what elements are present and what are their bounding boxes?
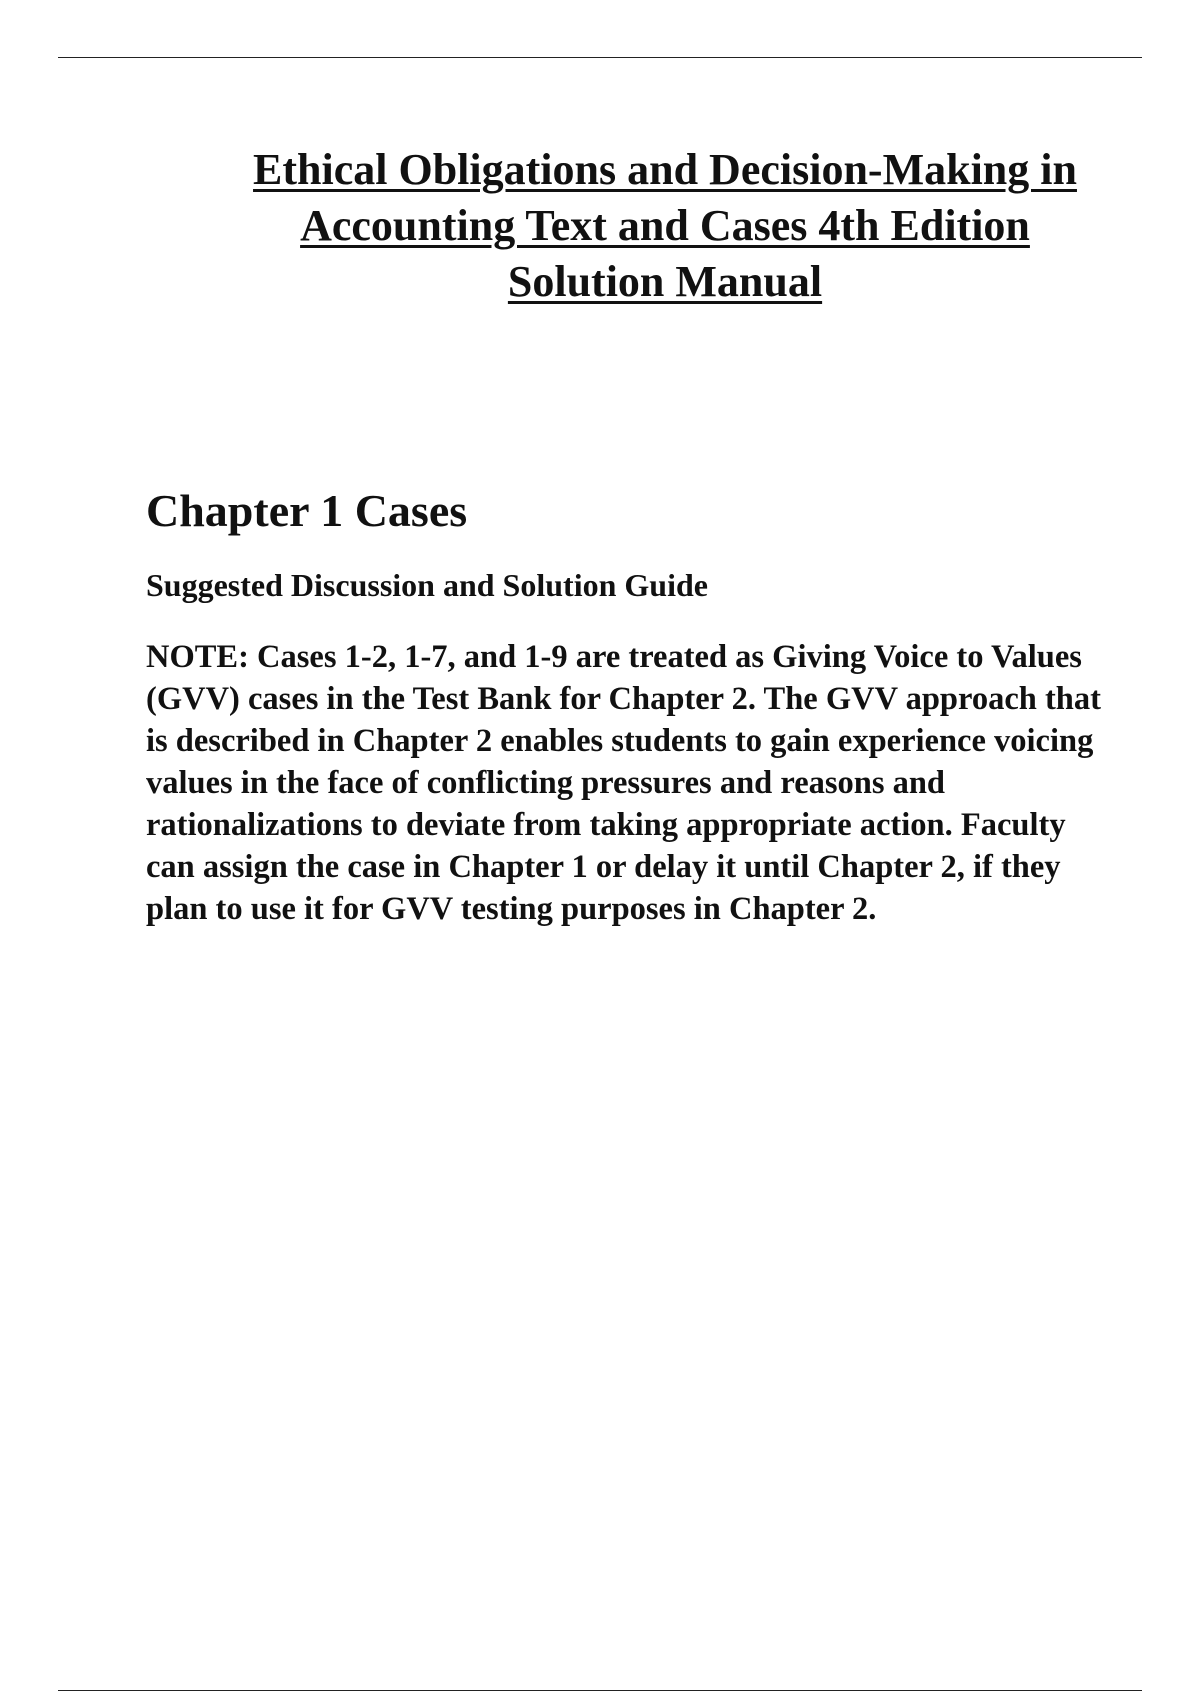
document-title-line-3: Solution Manual [507, 257, 823, 306]
document-title-line-1: Ethical Obligations and Decision-Making in [253, 145, 1077, 194]
document-title [130, 142, 1200, 310]
chapter-heading: Chapter 1 Cases [146, 485, 468, 536]
top-rule [58, 57, 1142, 58]
bottom-rule [58, 1690, 1142, 1691]
document-title-line-2: Accounting Text and Cases 4th Edition [300, 201, 1030, 250]
note-paragraph: NOTE: Cases 1-2, 1-7, and 1-9 are treated as Giving Voice to Values (GVV) cases in the Test Bank for Chapter 2. The GVV approach that is described in Chapter 2 enables students to gain experience voicing values in the face of conflicting pressures and reasons and rationalizations to deviate from taking appropriate action. Faculty can assign the case in Chapter 1 or delay it until Chapter 2, if they plan to use it for GVV testing purposes in Chapter 2. [146, 639, 1101, 927]
section-subheading: Suggested Discussion and Solution Guide [146, 567, 708, 603]
